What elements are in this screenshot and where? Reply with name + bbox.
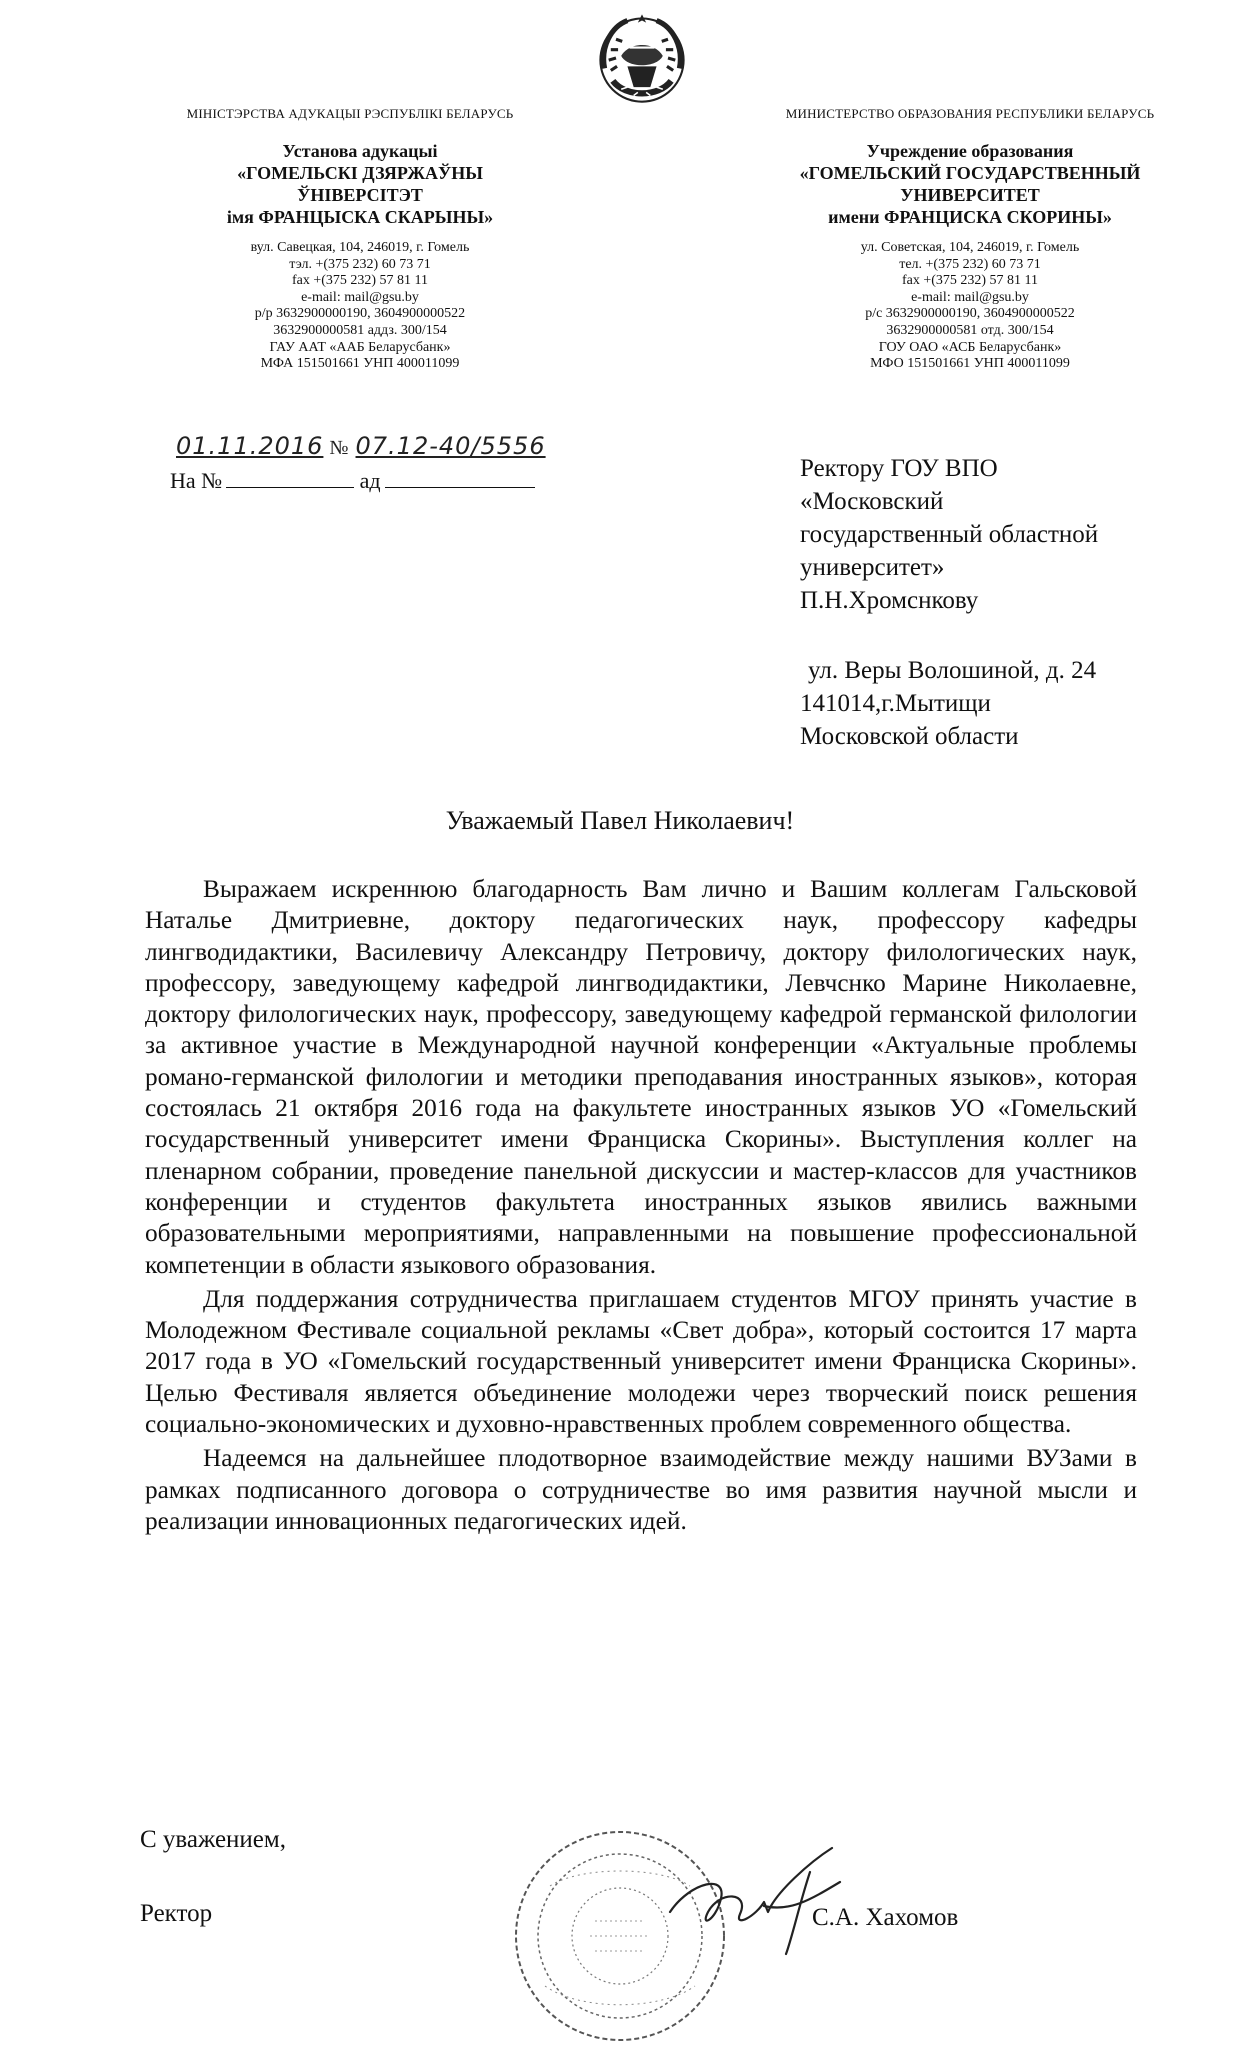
number-sign: № [329,437,350,459]
org-line: імя ФРАНЦЫСКА СКАРЫНЫ» [226,207,494,227]
addressee-line: П.Н.Хромснкову [800,587,979,614]
address-line: ул. Веры Волошиной, д. 24 [808,657,1097,684]
contact-line: e-mail: mail@gsu.by [911,289,1029,305]
outgoing-date: 01.11.2016 [176,432,324,460]
contacts-ru [730,240,1210,373]
ref-number-blank [226,469,354,488]
signer-name: С.А. Хахомов [812,1904,959,1931]
contact-line: ГОУ ОАО «АСБ Беларусбанк» [878,339,1062,355]
letter-body [145,874,1137,1537]
salutation: Уважаемый Павел Николаевич! [445,806,795,835]
ministry-name-by: МІНІСТЭРСТВА АДУКАЦЫІ РЭСПУБЛІКІ БЕЛАРУСЬ [186,106,514,121]
state-emblem-icon [590,6,694,110]
header-russian [730,106,1210,373]
handwritten-signature [660,1842,860,1962]
contact-line: 3632900000581 аддз. 300/154 [273,322,447,338]
addressee-line: «Московский [800,488,944,515]
org-line: ЎНІВЕРСІТЭТ [297,185,423,205]
ref-date-blank [385,469,535,488]
contact-line: тэл. +(375 232) 60 73 71 [289,256,431,272]
contact-line: р/р 3632900000190, 3604900000522 [254,306,466,322]
ref-from-label: ад [359,468,381,493]
contact-line: fax +(375 232) 57 81 11 [291,273,429,289]
contacts-by [150,240,570,373]
contact-line: вул. Савецкая, 104, 246019, г. Гомель [250,240,470,255]
ministry-name-ru: МИНИСТЕРСТВО ОБРАЗОВАНИЯ РЕСПУБЛИКИ БЕЛАРУСЬ [785,106,1155,121]
postal-address [800,654,1096,753]
body-paragraph: Для поддержания сотрудничества приглашаем студентов МГОУ принять участие в Молодежном Фестивале социальной рекламы «Свет добра», который состоится 17 марта 2017 года в УО «Гомельский государственный университет имени Франциска Скорины». Целью Фестиваля является объединение молодежи через творческий поиск решения социально-экономических и духовно-нравственных проблем современного общества. [145,1284,1137,1439]
reference-line [170,468,535,494]
org-line: имени ФРАНЦИСКА СКОРИНЫ» [828,207,1112,227]
contact-line: МФО 151501661 УНП 400011099 [870,356,1070,372]
contact-line: 3632900000581 отд. 300/154 [886,322,1054,338]
signer-title: Ректор [140,1900,213,1927]
addressee-line: университет» [800,554,945,581]
org-line: Учреждение образования [866,141,1074,161]
contact-line: тел. +(375 232) 60 73 71 [899,256,1041,272]
address-line: 141014,г.Мытищи [800,690,991,717]
contact-line: fax +(375 232) 57 81 11 [901,273,1039,289]
outgoing-reg-number: 07.12-40/5556 [355,432,546,460]
outgoing-number [176,432,546,460]
org-line: «ГОМЕЛЬСКІ ДЗЯРЖАЎНЫ [237,163,483,183]
addressee-line: Ректору ГОУ ВПО [800,455,998,482]
org-name-ru [730,140,1210,228]
addressee-line: государственный областной [800,521,1099,548]
contact-line: р/с 3632900000190, 3604900000522 [865,306,1075,322]
contact-line: e-mail: mail@gsu.by [301,289,419,305]
org-name-by [150,140,570,228]
contact-line: МФА 151501661 УНП 400011099 [260,356,460,372]
org-line: Установа адукацыі [282,141,438,161]
contact-line: ГАУ ААТ «ААБ Беларусбанк» [269,339,451,355]
ref-label: На № [170,468,223,493]
addressee [800,452,1098,617]
org-line: «ГОМЕЛЬСКИЙ ГОСУДАРСТВЕННЫЙ [799,163,1141,183]
org-line: УНИВЕРСИТЕТ [900,185,1040,205]
contact-line: ул. Советская, 104, 246019, г. Гомель [860,240,1080,255]
body-paragraph: Выражаем искреннюю благодарность Вам лично и Вашим коллегам Гальсковой Наталье Дмитриевне, доктору педагогических наук, профессору кафедры лингводидактики, Василевичу Александру Петровичу, доктору филологических наук, профессору, заведующему кафедрой лингводидактики, Левчснко Марине Николаевне, доктору филологических наук, профессору, заведующему кафедрой германской филологии за активное участие в Международной научной конференции «Актуальные проблемы романо-германской филологии и методики преподавания иностранных языков», которая состоялась 21 октября 2016 года на факультете иностранных языков УО «Гомельский государственный университет имени Франциска Скорины». Выступления коллег на пленарном собрании, проведение панельной дискуссии и мастер-классов для участников конференции и студентов факультета иностранных языков явились важными образовательными мероприятиями, направленными на повышение профессиональной компетенции в области языкового образования. [145,875,1137,1279]
closing: С уважением, [140,1826,286,1853]
body-paragraph: Надеемся на дальнейшее плодотворное взаимодействие между нашими ВУЗами в рамках подписанного договора о сотрудничестве во имя развития научной мысли и реализации инновационных педагогических идей. [145,1444,1137,1535]
header-belarusian [150,106,570,373]
address-line: Московской области [800,723,1019,750]
